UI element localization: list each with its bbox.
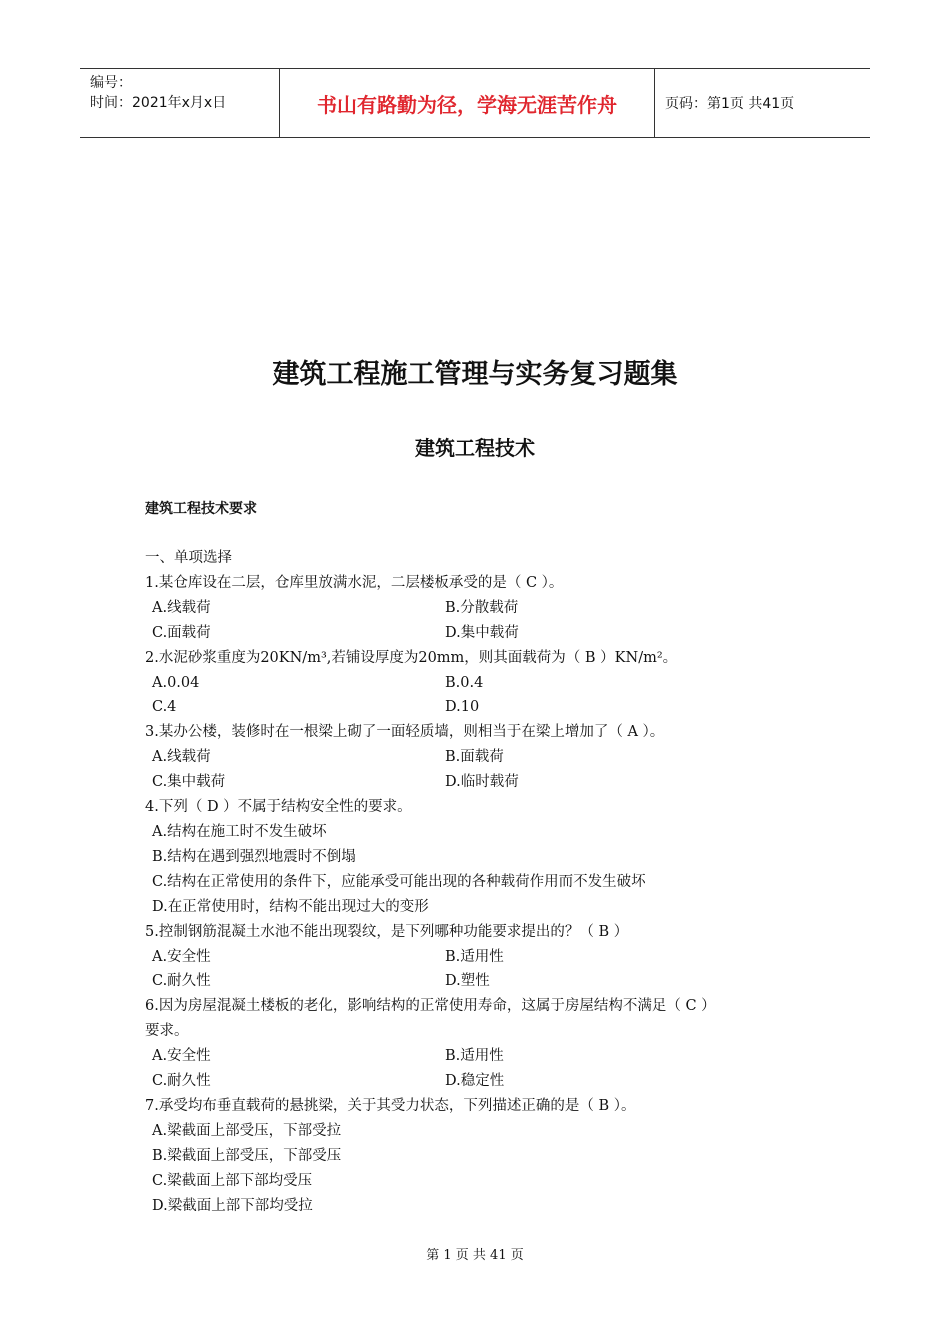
option-a: A.安全性 (152, 1048, 211, 1065)
option-a: A.梁截面上部受压，下部受拉 (152, 1122, 342, 1139)
option-c: C.耐久性 (152, 973, 211, 990)
option-b: B.分散载荷 (445, 599, 519, 616)
document-title: 建筑工程施工管理与实务复习题集 (272, 359, 678, 390)
option-b: B.结构在遇到强烈地震时不倒塌 (152, 848, 356, 865)
header-page-info: 页码：第1页 共41页 (665, 96, 795, 112)
question-1: 1.某仓库设在二层，仓库里放满水泥，二层楼板承受的是（ C ）。 (145, 574, 564, 591)
options-row (145, 969, 825, 994)
option-d: D.在正常使用时，结构不能出现过大的变形 (152, 898, 429, 915)
header-meta (80, 69, 280, 137)
option-d: D.梁截面上部下部均受拉 (152, 1197, 313, 1214)
options-row (145, 621, 825, 646)
document-subtitle: 建筑工程技术 (415, 436, 535, 460)
question-7: 7.承受均布垂直载荷的悬挑梁，关于其受力状态，下列描述正确的是（ B ）。 (145, 1097, 636, 1114)
options-row (145, 745, 825, 770)
option-c: C.4 (152, 699, 177, 716)
part-heading: 一、单项选择 (145, 550, 232, 566)
page-header (80, 68, 870, 138)
option-d: D.稳定性 (445, 1073, 505, 1090)
option-a: A.线载荷 (152, 599, 211, 616)
option-d: D.集中载荷 (445, 624, 519, 641)
option-b: B.面载荷 (445, 749, 504, 766)
option-c: C.结构在正常使用的条件下，应能承受可能出现的各种载荷作用而不发生破坏 (152, 873, 646, 890)
question-6-continued: 要求。 (145, 1023, 189, 1040)
option-d: D.塑性 (445, 973, 490, 990)
options-row (145, 945, 825, 970)
question-2: 2.水泥砂浆重度为20KN/m³,若铺设厚度为20mm，则其面载荷为（ B ）KN/m²。 (145, 649, 678, 666)
code-label: 编号： (90, 75, 132, 91)
option-a: A.结构在施工时不发生破坏 (152, 823, 327, 840)
page-footer: 第 1 页 共 41 页 (426, 1248, 524, 1263)
options-row (145, 671, 825, 696)
option-c: C.集中载荷 (152, 774, 226, 791)
question-3: 3.某办公楼，装修时在一根梁上砌了一面轻质墙，则相当于在梁上增加了（ A ）。 (145, 724, 665, 741)
option-d: D.10 (445, 699, 480, 716)
option-a: A.0.04 (152, 674, 200, 691)
option-b: B.0.4 (445, 674, 484, 691)
section-heading: 建筑工程技术要求 (145, 501, 257, 517)
header-motto: 书山有路勤为径，学海无涯苦作舟 (280, 69, 655, 137)
options-row (145, 1044, 825, 1069)
question-5: 5.控制钢筋混凝土水池不能出现裂纹，是下列哪种功能要求提出的？（ B ） (145, 923, 629, 940)
question-4: 4.下列（ D ）不属于结构安全性的要求。 (145, 799, 412, 816)
option-a: A.线载荷 (152, 749, 211, 766)
options-row (145, 695, 825, 720)
time-label: 时间：2021年x月x日 (90, 95, 227, 111)
question-6: 6.因为房屋混凝土楼板的老化，影响结构的正常使用寿命，这属于房屋结构不满足（ C ） (145, 998, 716, 1015)
question-list (145, 546, 825, 1218)
options-row (145, 770, 825, 795)
option-d: D.临时载荷 (445, 774, 519, 791)
option-c: C.耐久性 (152, 1073, 211, 1090)
option-c: C.梁截面上部下部均受压 (152, 1172, 313, 1189)
option-b: B.适用性 (445, 1048, 504, 1065)
option-b: B.适用性 (445, 948, 504, 965)
option-c: C.面载荷 (152, 624, 211, 641)
option-a: A.安全性 (152, 948, 211, 965)
option-b: B.梁截面上部受压，下部受压 (152, 1147, 342, 1164)
options-row (145, 596, 825, 621)
options-row (145, 1069, 825, 1094)
